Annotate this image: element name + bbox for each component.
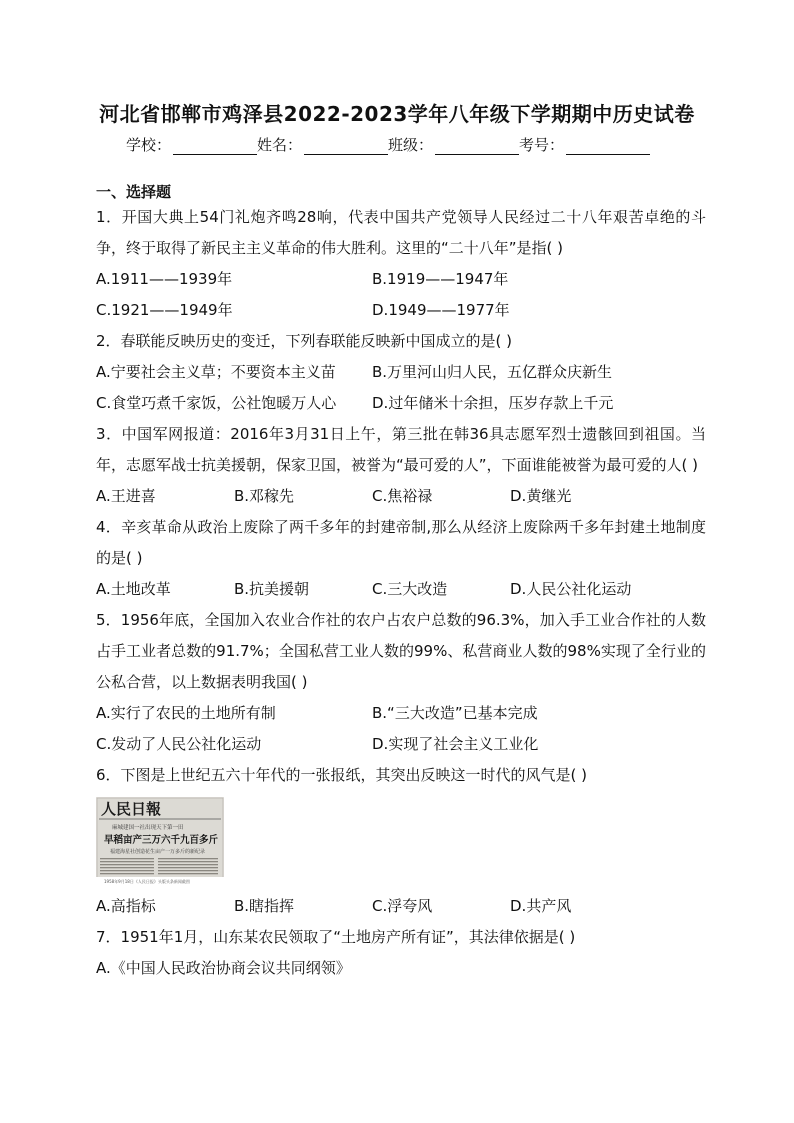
newspaper-subhead: 福建海星社创造花生亩产一万多斤的新纪录: [110, 849, 206, 855]
option-c: C.发动了人民公社化运动: [96, 735, 262, 753]
exam-number-label: 考号：: [519, 136, 565, 154]
option-a: A.实行了农民的土地所有制: [96, 704, 276, 722]
class-blank: [435, 138, 519, 155]
option-d: D.1949——1977年: [372, 301, 510, 319]
page-title: 河北省邯郸市鸡泽县2022-2023学年八年级下学期期中历史试卷: [99, 102, 695, 126]
name-blank: [304, 138, 388, 155]
student-info-row: [126, 134, 650, 155]
option-row: [96, 264, 706, 295]
newspaper-headline-small: 麻城建国一社出现天下第一田: [112, 825, 184, 831]
option-a: A.《中国人民政治协商会议共同纲领》: [96, 959, 351, 977]
option-row: [96, 729, 706, 760]
exam-number-blank: [566, 138, 650, 155]
school-field: [126, 134, 257, 155]
option-b: B.抗美援朝: [234, 580, 310, 598]
option-a: A.宁要社会主义草；不要资本主义苗: [96, 363, 336, 381]
question-5: [96, 605, 706, 760]
option-d: D.人民公社化运动: [510, 580, 632, 598]
question-text: 6．下图是上世纪五六十年代的一张报纸，其突出反映这一时代的风气是( ): [96, 766, 588, 784]
question-text: 7．1951年1月，山东某农民领取了“土地房产所有证”，其法律依据是( ): [96, 928, 576, 946]
question-text: 3．中国军网报道：2016年3月31日上午，第三批在韩36具志愿军烈士遗骸回到祖国。当年，志愿军战士抗美援朝，保家卫国，被誉为“最可爱的人”，下面谁能被誉为最可爱的人( ): [96, 425, 706, 474]
newspaper-caption: 1958年9月18日《人民日报》头版头条新闻截图: [104, 879, 190, 884]
option-d: D.实现了社会主义工业化: [372, 735, 539, 753]
option-row: [96, 295, 706, 326]
class-field: [388, 134, 519, 155]
option-row: [96, 357, 706, 388]
option-a: A.1911——1939年: [96, 270, 233, 288]
question-4: [96, 512, 706, 605]
newspaper-figure: [96, 797, 224, 885]
newspaper-masthead: 人民日報: [101, 800, 162, 818]
newspaper-headline-big: 早稻亩产三万六千九百多斤: [104, 835, 224, 846]
exam-number-field: [519, 134, 650, 155]
option-b: B.瞎指挥: [234, 897, 295, 915]
school-blank: [173, 138, 257, 155]
option-c: C.焦裕禄: [372, 487, 433, 505]
class-label: 班级：: [388, 136, 434, 154]
option-row: [96, 698, 706, 729]
question-text: 5．1956年底，全国加入农业合作社的农户占农户总数的96.3%，加入手工业合作社的人数占手工业者总数的91.7%；全国私营工业人数的99%、私营商业人数的98%实现了全行业的公私合营，以上数据表明我国( ): [96, 611, 706, 691]
option-b: B.邓稼先: [234, 487, 295, 505]
option-a: A.高指标: [96, 897, 156, 915]
newspaper-image: [96, 797, 224, 885]
option-b: B.万里河山归人民，五亿群众庆新生: [372, 363, 613, 381]
name-label: 姓名：: [257, 136, 303, 154]
option-d: D.共产风: [510, 897, 572, 915]
option-a: A.王进喜: [96, 487, 156, 505]
question-7: [96, 922, 706, 984]
option-c: C.食堂巧煮千家饭，公社饱暖万人心: [96, 394, 337, 412]
option-c: C.浮夸风: [372, 897, 433, 915]
question-6: [96, 760, 706, 922]
option-d: D.过年储米十余担，压岁存款上千元: [372, 394, 614, 412]
questions-body: [96, 202, 706, 984]
option-c: C.三大改造: [372, 580, 448, 598]
option-row: [96, 388, 706, 419]
name-field: [257, 134, 388, 155]
option-c: C.1921——1949年: [96, 301, 233, 319]
question-2: [96, 326, 706, 419]
school-label: 学校：: [126, 136, 172, 154]
option-a: A.土地改革: [96, 580, 171, 598]
question-text: 4．辛亥革命从政治上废除了两千多年的封建帝制,那么从经济上废除两千多年封建土地制度的是( ): [96, 518, 706, 567]
question-3: [96, 419, 706, 512]
option-d: D.黄继光: [510, 487, 572, 505]
question-text: 1．开国大典上54门礼炮齐鸣28响，代表中国共产党领导人民经过二十八年艰苦卓绝的斗争，终于取得了新民主主义革命的伟大胜利。这里的“二十八年”是指( ): [96, 208, 706, 257]
option-b: B.“三大改造”已基本完成: [372, 704, 538, 722]
question-1: [96, 202, 706, 326]
option-row: [96, 953, 706, 984]
question-text: 2．春联能反映历史的变迁，下列春联能反映新中国成立的是( ): [96, 332, 513, 350]
section-heading: 一、选择题: [96, 183, 172, 201]
option-row: [96, 574, 706, 605]
option-row: [96, 891, 706, 922]
option-b: B.1919——1947年: [372, 270, 509, 288]
option-row: [96, 481, 706, 512]
